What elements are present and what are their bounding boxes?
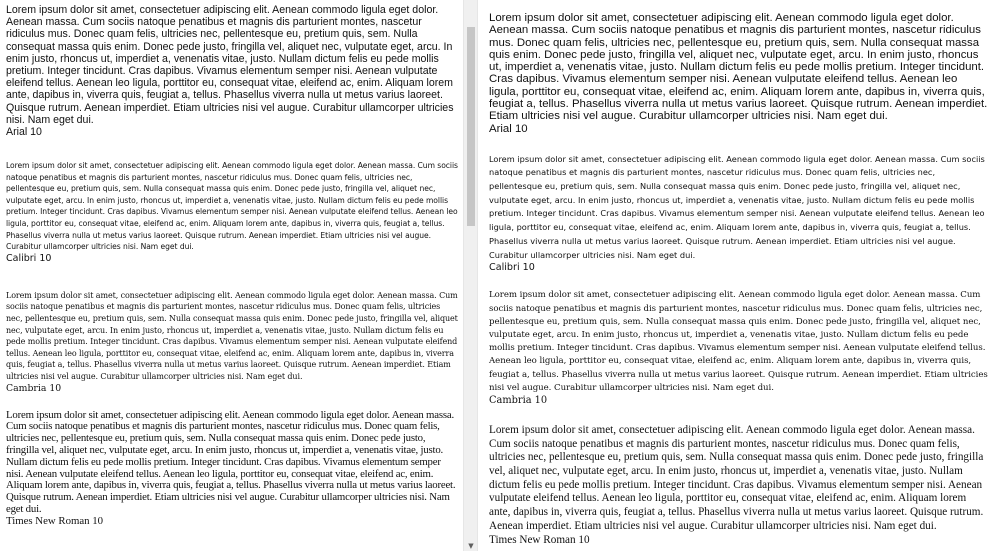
calibri-sample-block <box>6 160 459 264</box>
calibri-caption: Calibri 10 <box>489 262 535 274</box>
times-new-roman-sample-paragraph: Lorem ipsum dolor sit amet, consectetuer adipiscing elit. Aenean commodo ligula eget dolor. Aenean massa. Cum sociis natoque penatibus et magnis dis parturient montes, nascetur ridiculus mus. Donec quam felis, ultricies nec, pellentesque eu, pretium quis, sem. Nulla consequat massa quis enim. Donec pede justo, fringilla vel, aliquet nec, vulputate eget, arcu. In enim justo, rhoncus ut, imperdiet a, venenatis vitae, justo. Nullam dictum felis eu pede mollis pretium. Integer tincidunt. Cras dapibus. Vivamus elementum semper nisi. Aenean vulputate eleifend tellus. Aenean leo ligula, porttitor eu, consequat vitae, eleifend ac, enim. Aliquam lorem ante, dapibus in, viverra quis, feugiat a, tellus. Phasellus viverra nulla ut metus varius laoreet. Quisque rutrum. Aenean imperdiet. Etiam ultricies nisi vel augue. Curabitur ullamcorper ultricies nisi. Nam eget dui. <box>489 423 984 532</box>
chevron-down-icon[interactable]: ▼ <box>468 542 474 550</box>
cambria-caption: Cambria 10 <box>6 382 62 394</box>
arial-sample-block <box>6 4 459 138</box>
scrollbar-thumb[interactable] <box>467 27 475 226</box>
calibri-sample-block <box>489 153 989 275</box>
cambria-sample-block <box>489 289 989 407</box>
times-new-roman-sample-paragraph: Lorem ipsum dolor sit amet, consectetuer adipiscing elit. Aenean commodo ligula eget dolor. Aenean massa. Cum sociis natoque penatibus et magnis dis parturient montes, nascetur ridiculus mus. Donec quam felis, ultricies nec, pellentesque eu, pretium quis, sem. Nulla consequat massa quis enim. Donec pede justo, fringilla vel, aliquet nec, vulputate eget, arcu. In enim justo, rhoncus ut, imperdiet a, venenatis vitae, justo. Nullam dictum felis eu pede mollis pretium. Integer tincidunt. Cras dapibus. Vivamus elementum semper nisi. Aenean vulputate eleifend tellus. Aenean leo ligula, porttitor eu, consequat vitae, eleifend ac, enim. Aliquam lorem ante, dapibus in, viverra quis, feugiat a, tellus. Phasellus viverra nulla ut metus varius laoreet. Quisque rutrum. Aenean imperdiet. Etiam ultricies nisi vel augue. Curabitur ullamcorper ultricies nisi. Nam eget dui. <box>6 408 456 515</box>
arial-sample-block <box>489 12 989 135</box>
right-document-pane[interactable] <box>478 0 999 551</box>
arial-caption: Arial 10 <box>489 122 528 135</box>
cambria-sample-paragraph: Lorem ipsum dolor sit amet, consectetuer adipiscing elit. Aenean commodo ligula eget dolor. Aenean massa. Cum sociis natoque penatibus et magnis dis parturient montes, nascetur ridiculus mus. Donec quam felis, ultricies nec, pellentesque eu, pretium quis, sem. Nulla consequat massa quis enim. Donec pede justo, fringilla vel, aliquet nec, vulputate eget, arcu. In enim justo, rhoncus ut, imperdiet a, venenatis vitae, justo. Nullam dictum felis eu pede mollis pretium. Integer tincidunt. Cras dapibus. Vivamus elementum semper nisi. Aenean vulputate eleifend tellus. Aenean leo ligula, porttitor eu, consequat vitae, eleifend ac, enim. Aliquam lorem ante, dapibus in, viverra quis, feugiat a, tellus. Phasellus viverra nulla ut metus varius laoreet. Quisque rutrum. Aenean imperdiet. Etiam ultricies nisi vel augue. Curabitur ullamcorper ultricies nisi. Nam eget dui. <box>489 290 988 393</box>
cambria-sample-block <box>6 290 459 394</box>
times-new-roman-sample-block <box>6 410 459 527</box>
times-new-roman-caption: Times New Roman 10 <box>6 514 104 527</box>
arial-sample-paragraph: Lorem ipsum dolor sit amet, consectetuer adipiscing elit. Aenean commodo ligula eget dolor. Aenean massa. Cum sociis natoque penatibus et magnis dis parturient montes, nascetur ridiculus mus. Donec quam felis, ultricies nec, pellentesque eu, pretium quis, sem. Nulla consequat massa quis enim. Donec pede justo, fringilla vel, aliquet nec, vulputate eget, arcu. In enim justo, rhoncus ut, imperdiet a, venenatis vitae, justo. Nullam dictum felis eu pede mollis pretium. Integer tincidunt. Cras dapibus. Vivamus elementum semper nisi. Aenean vulputate eleifend tellus. Aenean leo ligula, porttitor eu, consequat vitae, eleifend ac, enim. Aliquam lorem ante, dapibus in, viverra quis, feugiat a, tellus. Phasellus viverra nulla ut metus varius laoreet. Quisque rutrum. Aenean imperdiet. Etiam ultricies nisi vel augue. Curabitur ullamcorper ultricies nisi. Nam eget dui. <box>489 12 988 123</box>
times-new-roman-caption: Times New Roman 10 <box>489 533 590 546</box>
calibri-caption: Calibri 10 <box>6 252 52 264</box>
arial-caption: Arial 10 <box>6 126 42 139</box>
calibri-sample-paragraph: Lorem ipsum dolor sit amet, consectetuer adipiscing elit. Aenean commodo ligula eget dolor. Aenean massa. Cum sociis natoque penatibus et magnis dis parturient montes, nascetur ridiculus mus. Donec quam felis, ultricies nec, pellentesque eu, pretium quis, sem. Nulla consequat massa quis enim. Donec pede justo, fringilla vel, aliquet nec, vulputate eget, arcu. In enim justo, rhoncus ut, imperdiet a, venenatis vitae, justo. Nullam dictum felis eu pede mollis pretium. Integer tincidunt. Cras dapibus. Vivamus elementum semper nisi. Aenean vulputate eleifend tellus. Aenean leo ligula, porttitor eu, consequat vitae, eleifend ac, enim. Aliquam lorem ante, dapibus in, viverra quis, feugiat a, tellus. Phasellus viverra nulla ut metus varius laoreet. Quisque rutrum. Aenean imperdiet. Etiam ultricies nisi vel augue. Curabitur ullamcorper ultricies nisi. Nam eget dui. <box>489 153 985 260</box>
cambria-sample-paragraph: Lorem ipsum dolor sit amet, consectetuer adipiscing elit. Aenean commodo ligula eget dolor. Aenean massa. Cum sociis natoque penatibus et magnis dis parturient montes, nascetur ridiculus mus. Donec quam felis, ultricies nec, pellentesque eu, pretium quis, sem. Nulla consequat massa quis enim. Donec pede justo, fringilla vel, aliquet nec, vulputate eget, arcu. In enim justo, rhoncus ut, imperdiet a, venenatis vitae, justo. Nullam dictum felis eu pede mollis pretium. Integer tincidunt. Cras dapibus. Vivamus elementum semper nisi. Aenean vulputate eleifend tellus. Aenean leo ligula, porttitor eu, consequat vitae, eleifend ac, enim. Aliquam lorem ante, dapibus in, viverra quis, feugiat a, tellus. Phasellus viverra nulla ut metus varius laoreet. Quisque rutrum. Aenean imperdiet. Etiam ultricies nisi vel augue. Curabitur ullamcorper ultricies nisi. Nam eget dui. <box>6 290 458 381</box>
times-new-roman-sample-block <box>489 424 989 546</box>
calibri-sample-paragraph: Lorem ipsum dolor sit amet, consectetuer adipiscing elit. Aenean commodo ligula eget dolor. Aenean massa. Cum sociis natoque penatibus et magnis dis parturient montes, nascetur ridiculus mus. Donec quam felis, ultricies nec, pellentesque eu, pretium quis, sem. Nulla consequat massa quis enim. Donec pede justo, fringilla vel, aliquet nec, vulputate eget, arcu. In enim justo, rhoncus ut, imperdiet a, venenatis vitae, justo. Nullam dictum felis eu pede mollis pretium. Integer tincidunt. Cras dapibus. Vivamus elementum semper nisi. Aenean vulputate eleifend tellus. Aenean leo ligula, porttitor eu, consequat vitae, eleifend ac, enim. Aliquam lorem ante, dapibus in, viverra quis, feugiat a, tellus. Phasellus viverra nulla ut metus varius laoreet. Quisque rutrum. Aenean imperdiet. Etiam ultricies nisi vel augue. Curabitur ullamcorper ultricies nisi. Nam eget dui. <box>6 161 458 252</box>
cambria-caption: Cambria 10 <box>489 394 548 406</box>
arial-sample-paragraph: Lorem ipsum dolor sit amet, consectetuer adipiscing elit. Aenean commodo ligula eget dolor. Aenean massa. Cum sociis natoque penatibus et magnis dis parturient montes, nascetur ridiculus mus. Donec quam felis, ultricies nec, pellentesque eu, pretium quis, sem. Nulla consequat massa quis enim. Donec pede justo, fringilla vel, aliquet nec, vulputate eget, arcu. In enim justo, rhoncus ut, imperdiet a, venenatis vitae, justo. Nullam dictum felis eu pede mollis pretium. Integer tincidunt. Cras dapibus. Vivamus elementum semper nisi. Aenean vulputate eleifend tellus. Aenean leo ligula, porttitor eu, consequat vitae, eleifend ac, enim. Aliquam lorem ante, dapibus in, viverra quis, feugiat a, tellus. Phasellus viverra nulla ut metus varius laoreet. Quisque rutrum. Aenean imperdiet. Etiam ultricies nisi vel augue. Curabitur ullamcorper ultricies nisi. Nam eget dui. <box>6 4 454 126</box>
left-document-pane[interactable] <box>0 0 463 551</box>
vertical-scrollbar[interactable] <box>463 0 478 551</box>
